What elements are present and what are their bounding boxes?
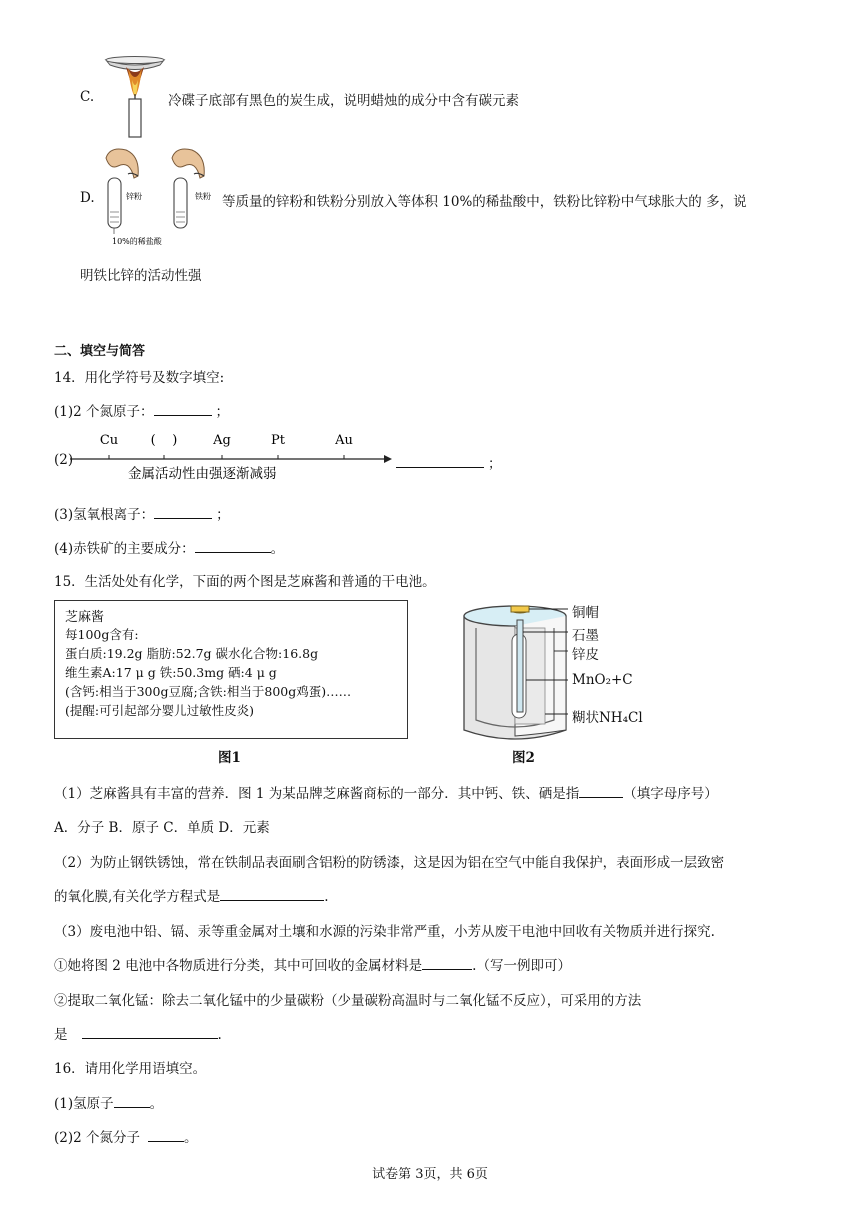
section-2-title: 二、填空与简答 bbox=[54, 344, 146, 359]
q14-part2-sep: ； bbox=[488, 456, 502, 472]
q14-part1-blank[interactable] bbox=[154, 401, 212, 416]
q15-part2-label: 的氧化膜,有关化学方程式是 bbox=[54, 889, 221, 905]
dry-battery-diagram bbox=[460, 598, 570, 748]
metal-activity-series bbox=[70, 428, 400, 484]
q15-part3-2-dot: . bbox=[217, 1027, 222, 1043]
zinc-label: 锌粉 bbox=[126, 192, 142, 201]
q15-part1-text: （1）芝麻酱具有丰富的营养．图 1 为某品牌芝麻酱商标的一部分．其中钙、铁、硒是指 bbox=[54, 786, 580, 802]
battery-label-zinc-shell: 锌皮 bbox=[572, 647, 599, 663]
q14-part4-label: (4)赤铁矿的主要成分： bbox=[54, 541, 195, 557]
q16-part1-label: (1)氢原子 bbox=[54, 1096, 114, 1112]
q15-part3-2-label: 是 bbox=[54, 1027, 68, 1043]
battery-label-mno2-c: MnO₂+C bbox=[572, 672, 633, 688]
q15-part3-2-line2 bbox=[54, 1023, 222, 1043]
nutrition-line-3: 蛋白质:19.2g 脂肪:52.7g 碳水化合物:16.8g bbox=[65, 646, 319, 661]
q14-part1 bbox=[54, 400, 229, 420]
metal-series-caption: 金属活动性由强逐渐减弱 bbox=[128, 466, 277, 482]
q14-part2-blank[interactable] bbox=[396, 453, 484, 468]
q16-stem: 16．请用化学用语填空。 bbox=[54, 1061, 207, 1077]
option-d-letter: D. bbox=[80, 190, 95, 206]
q16-part1-blank[interactable] bbox=[114, 1093, 150, 1108]
q14-part2-answer bbox=[396, 452, 502, 472]
nutrition-line-6: (提醒:可引起部分婴儿过敏性皮炎) bbox=[65, 703, 254, 718]
q15-part3-1-blank[interactable] bbox=[422, 955, 472, 970]
metal-blank: ( ) bbox=[150, 433, 178, 448]
q15-part3-2-line1: ②提取二氧化锰：除去二氧化锰中的少量碳粉（少量碳粉高温时与二氧化锰不反应），可采用的方法 bbox=[54, 993, 642, 1009]
battery-label-copper-cap: 铜帽 bbox=[572, 605, 599, 621]
battery-label-nh4cl: 糊状NH₄Cl bbox=[572, 710, 643, 726]
q16-part2 bbox=[54, 1126, 198, 1146]
metal-cu: Cu bbox=[99, 433, 119, 448]
q14-part3-sep: ； bbox=[216, 507, 230, 523]
q15-part2-line2 bbox=[54, 885, 329, 905]
q14-part4-blank[interactable] bbox=[195, 538, 271, 553]
q16-part2-label: (2)2 个氮分子 bbox=[54, 1130, 141, 1146]
nutrition-line-2: 每100g含有: bbox=[65, 627, 139, 642]
battery-label-graphite: 石墨 bbox=[572, 628, 599, 644]
acid-label: 10%的稀盐酸 bbox=[112, 237, 162, 246]
q15-part3-1 bbox=[54, 954, 571, 974]
option-d-text-line2: 明铁比锌的活动性强 bbox=[80, 268, 202, 284]
candle-cold-dish-illustration bbox=[104, 42, 166, 138]
q15-stem: 15．生活处处有化学，下面的两个图是芝麻酱和普通的干电池。 bbox=[54, 574, 436, 590]
metal-pt: Pt bbox=[271, 433, 285, 448]
q15-part3-1-text: ①她将图 2 电池中各物质进行分类，其中可回收的金属材料是 bbox=[54, 958, 423, 974]
metal-au: Au bbox=[335, 433, 353, 448]
zinc-iron-balloon-illustration bbox=[100, 146, 220, 250]
q16-part2-end: 。 bbox=[184, 1130, 198, 1146]
q15-part2-dot: . bbox=[324, 889, 329, 905]
nutrition-line-5: (含钙:相当于300g豆腐;含铁:相当于800g鸡蛋)…… bbox=[65, 684, 352, 699]
option-d-text-line1: 等质量的锌粉和铁粉分别放入等体积 10%的稀盐酸中，铁粉比锌粉中气球胀大的 多，说 bbox=[222, 194, 747, 210]
page-footer: 试卷第 3页，共 6页 bbox=[372, 1167, 488, 1182]
q16-part1 bbox=[54, 1092, 163, 1112]
fig2-caption: 图2 bbox=[512, 750, 535, 766]
sesame-paste-label-box bbox=[54, 600, 408, 739]
q14-part3 bbox=[54, 503, 230, 523]
q15-part1-tail: （填字母序号） bbox=[623, 786, 718, 802]
option-c-letter: C. bbox=[80, 89, 95, 105]
q14-stem: 14．用化学符号及数字填空: bbox=[54, 370, 225, 386]
metal-ag: Ag bbox=[213, 433, 231, 448]
nutrition-line-1: 芝麻酱 bbox=[65, 610, 105, 625]
q15-choices: A．分子 B．原子 C．单质 D．元素 bbox=[54, 820, 270, 836]
q14-part1-label: (1)2 个氮原子： bbox=[54, 404, 154, 420]
q14-part1-sep: ； bbox=[215, 404, 230, 420]
q15-part2-blank[interactable] bbox=[220, 886, 324, 901]
q14-part4 bbox=[54, 537, 284, 557]
q15-part3-2-blank[interactable] bbox=[82, 1024, 218, 1039]
q15-part3: （3）废电池中铅、镉、汞等重金属对土壤和水源的污染非常严重，小芳从废干电池中回收有关物质并进行探究. bbox=[54, 924, 715, 940]
q15-part3-1-tail: .（写一例即可） bbox=[472, 958, 571, 974]
option-c-text: 冷碟子底部有黑色的炭生成，说明蜡烛的成分中含有碳元素 bbox=[168, 93, 519, 109]
q15-part2-line1: （2）为防止钢铁锈蚀，常在铁制品表面刷含铝粉的防锈漆，这是因为铝在空气中能自我保护，表面形成一层致密 bbox=[54, 855, 725, 871]
q15-part1 bbox=[54, 782, 718, 802]
nutrition-line-4: 维生素A:17 μ g 铁:50.3mg 硒:4 μ g bbox=[65, 665, 277, 680]
q14-part2-label: (2) bbox=[54, 452, 74, 468]
q15-part1-blank[interactable] bbox=[579, 783, 623, 798]
iron-label: 铁粉 bbox=[195, 192, 211, 201]
fig1-caption: 图1 bbox=[218, 750, 241, 766]
q16-part2-blank[interactable] bbox=[148, 1127, 184, 1142]
q16-part1-end: 。 bbox=[149, 1096, 164, 1112]
q14-part3-blank[interactable] bbox=[154, 504, 212, 519]
q14-part4-end: 。 bbox=[270, 541, 285, 557]
q14-part3-label: (3)氢氧根离子： bbox=[54, 507, 155, 523]
